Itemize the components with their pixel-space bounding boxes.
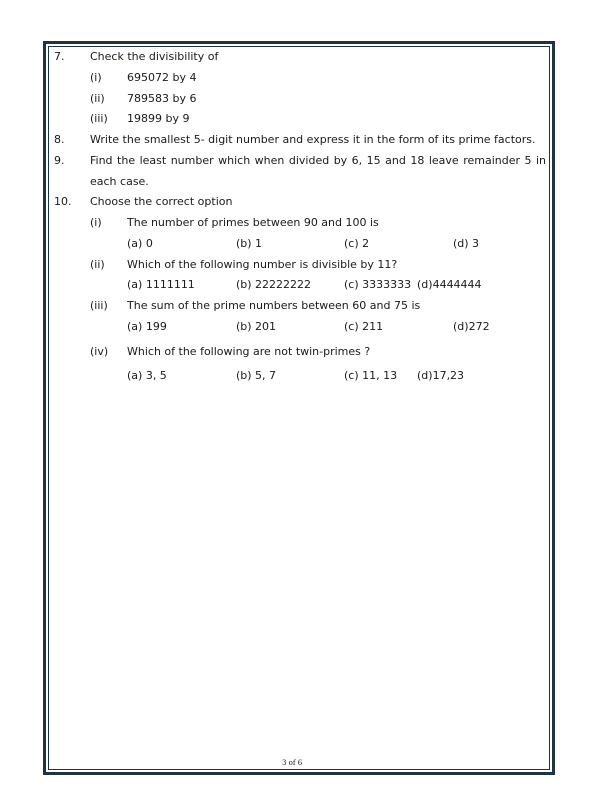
question-10-part-3-text: The sum of the prime numbers between 60 and 75 is [127, 299, 421, 312]
question-10-part-1-option-a: (a) 0 [127, 237, 153, 250]
question-8-number: 8. [54, 133, 65, 146]
question-7-item-3-label: (iii) [90, 112, 108, 125]
question-10-part-3-option-a: (a) 199 [127, 320, 167, 333]
question-8-text: Write the smallest 5- digit number and express it in the form of its prime factors. [90, 133, 536, 146]
question-7-item-3-text: 19899 by 9 [127, 112, 190, 125]
question-10-part-1-option-c: (c) 2 [344, 237, 370, 250]
question-10-part-4-option-d: (d)17,23 [417, 369, 465, 382]
question-10-part-1-text: The number of primes between 90 and 100 is [127, 216, 379, 229]
question-10-text: Choose the correct option [90, 195, 233, 208]
question-10-part-3-label: (iii) [90, 299, 108, 312]
question-7-item-1-label: (i) [90, 71, 102, 84]
question-10-part-4-option-b: (b) 5, 7 [236, 369, 277, 382]
question-10-part-4-label: (iv) [90, 345, 109, 358]
question-7-item-2-label: (ii) [90, 92, 105, 105]
question-10-part-2-option-d: (d)4444444 [417, 278, 482, 291]
question-10-part-1-option-b: (b) 1 [236, 237, 263, 250]
question-10-part-2-option-b: (b) 22222222 [236, 278, 312, 291]
question-10-part-3-option-c: (c) 211 [344, 320, 384, 333]
question-7-text: Check the divisibility of [90, 50, 219, 63]
question-10-part-3-option-d: (d)272 [453, 320, 490, 333]
question-7-number: 7. [54, 50, 65, 63]
question-9-text-line-2: each case. [90, 175, 149, 188]
question-10-part-3-option-b: (b) 201 [236, 320, 277, 333]
page-number: 3 of 6 [282, 759, 303, 767]
question-10-part-2-option-c: (c) 3333333 [344, 278, 412, 291]
question-7-item-1-text: 695072 by 4 [127, 71, 197, 84]
question-10-part-4-option-c: (c) 11, 13 [344, 369, 398, 382]
question-10-part-1-option-d: (d) 3 [453, 237, 480, 250]
question-10-part-2-label: (ii) [90, 258, 105, 271]
question-10-part-2-option-a: (a) 1111111 [127, 278, 195, 291]
question-10-number: 10. [54, 195, 72, 208]
question-9-text-line-1: Find the least number which when divided by 6, 15 and 18 leave remainder 5 in [90, 154, 547, 167]
question-10-part-4-text: Which of the following are not twin-primes ? [127, 345, 371, 358]
question-10-part-4-option-a: (a) 3, 5 [127, 369, 167, 382]
question-7-item-2-text: 789583 by 6 [127, 92, 197, 105]
question-10-part-2-text: Which of the following number is divisible by 11? [127, 258, 398, 271]
question-9-number: 9. [54, 154, 65, 167]
question-10-part-1-label: (i) [90, 216, 102, 229]
